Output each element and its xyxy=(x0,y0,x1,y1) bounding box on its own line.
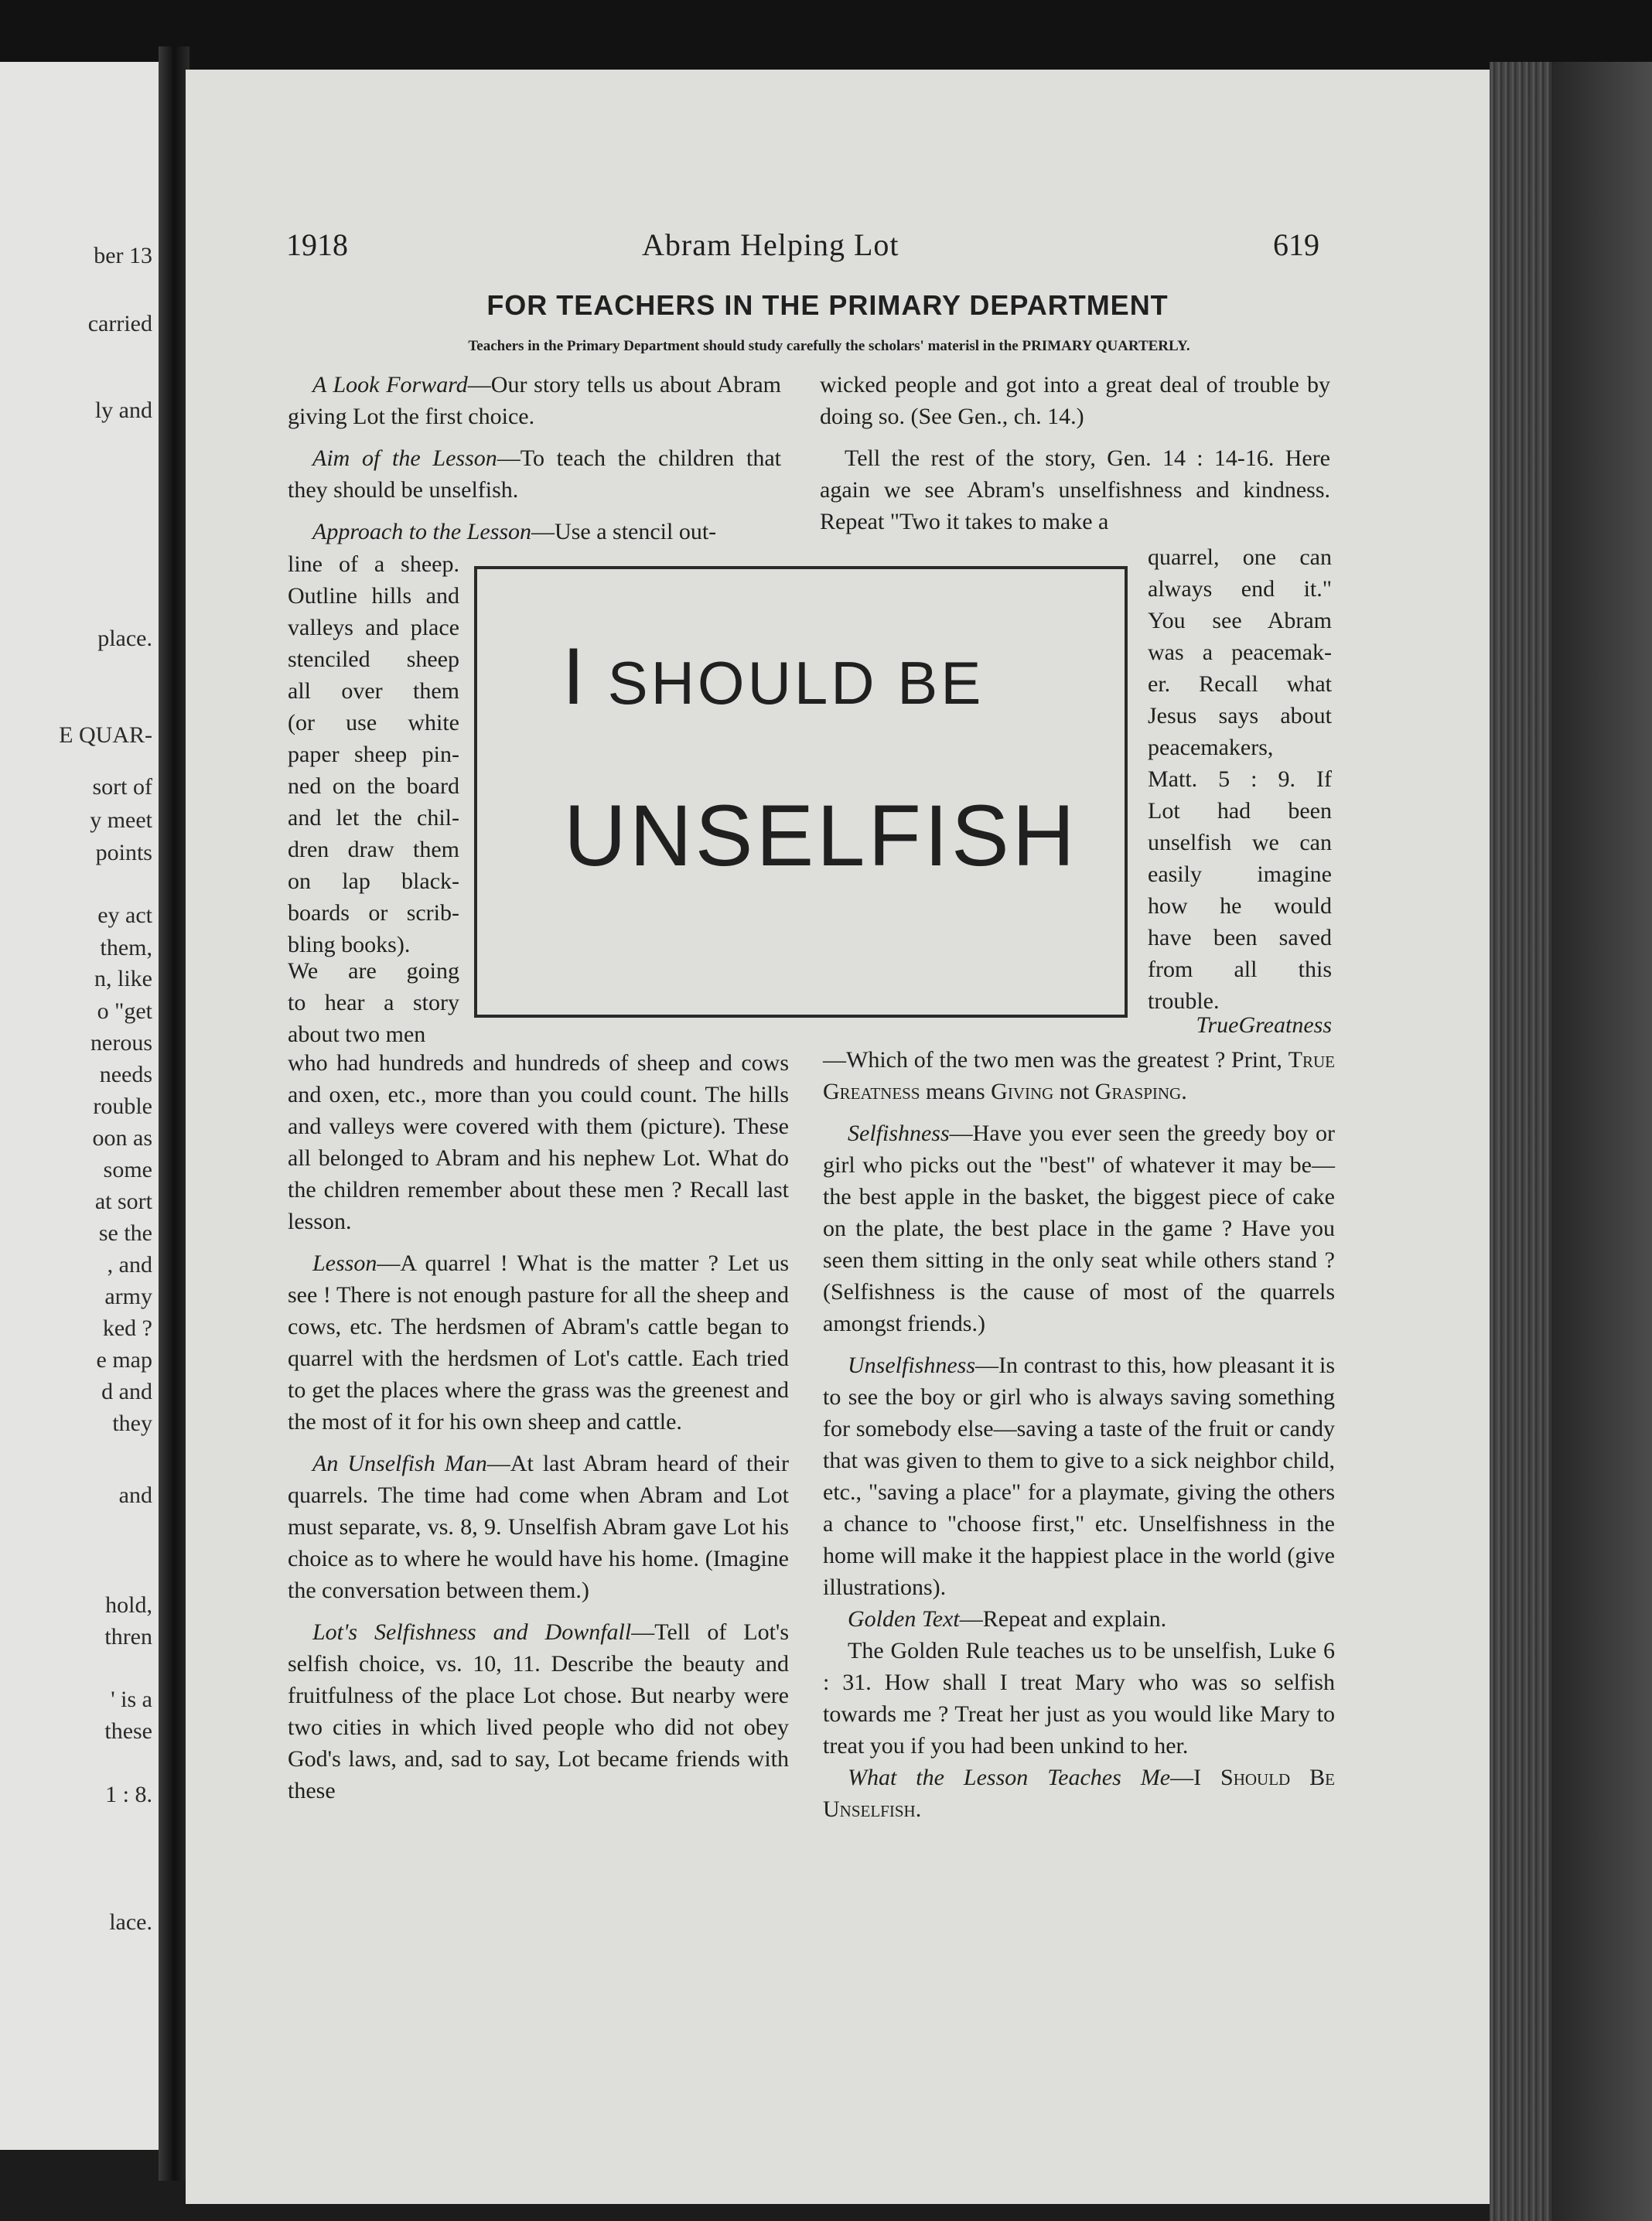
column-1-top xyxy=(288,369,781,548)
stencil-line-2: UNSELFISH xyxy=(564,787,1078,884)
paragraph-aim xyxy=(288,442,781,506)
left-page-fragment: points xyxy=(95,840,152,865)
left-page-fragment: some xyxy=(103,1157,152,1182)
label: A Look Forward xyxy=(312,372,468,397)
paragraph-true-greatness xyxy=(823,1044,1335,1107)
text: . xyxy=(915,1796,922,1822)
narrow-line: peacemakers, xyxy=(1148,735,1274,760)
scan-background-top xyxy=(0,0,1652,70)
left-page-fragment: ey act xyxy=(97,902,152,928)
text: —I xyxy=(1170,1765,1221,1790)
narrow-line: Matt. 5 : 9. If xyxy=(1148,766,1332,792)
text: —In contrast to this, how pleasant it is to see the boy or girl who is always saving something for somebody else—saving a taste of the fruit or candy that was given to them to give to a sick neighbor child, etc., "saving a place" for a playmate, giving the others a chance to "choose first," etc. Unselfishness in the home will make it the happiest place in the world (give illustrations). xyxy=(823,1353,1335,1600)
left-page-fragment: and xyxy=(118,1482,152,1508)
left-page-fragment: oon as xyxy=(92,1125,152,1151)
left-page-fragment: se the xyxy=(98,1220,152,1246)
narrow-line: have been saved xyxy=(1148,925,1332,950)
left-page-fragment: them, xyxy=(100,935,152,960)
narrow-line: Lot had been xyxy=(1148,798,1332,824)
narrow-line: ned on the board xyxy=(288,773,459,799)
left-page-fragment: , and xyxy=(107,1252,152,1278)
narrow-line: line of a sheep. xyxy=(288,551,459,577)
column-1-narrow xyxy=(288,548,459,960)
column-2-bottom xyxy=(823,1044,1335,1825)
text: True Greatness xyxy=(823,1047,1335,1104)
paragraph-wicked-people: wicked people and got into a great deal of trouble by doing so. (See Gen., ch. 14.) xyxy=(820,372,1330,429)
narrow-line: We are going xyxy=(288,958,459,984)
label: What the Lesson Teaches Me xyxy=(848,1765,1171,1790)
narrow-line: dren draw them xyxy=(288,837,459,862)
left-page-fragment: o "get xyxy=(97,998,152,1024)
paragraph-story: who had hundreds and hundreds of sheep and cows and oxen, etc., more than you could count. The hills and valleys were covered with them (picture). These all belonged to Abram and his nephew Lot. What do the children remember about these men ? Recall last lesson. xyxy=(288,1050,789,1234)
narrow-line: to hear a story xyxy=(288,990,459,1015)
narrow-line: paper sheep pin- xyxy=(288,742,459,767)
label: Golden Text xyxy=(848,1606,960,1632)
paragraph-unselfish-man xyxy=(288,1448,789,1606)
narrow-line: You see Abram xyxy=(1148,608,1332,633)
text: —Tell of Lot's selfish choice, vs. 10, 11. Describe the beauty and fruitfulness of the place Lot chose. But nearby were two cities in which lived people who did not obey God's laws, and, sad to say, Lot became friends with these xyxy=(288,1619,790,1803)
left-page-fragment: d and xyxy=(101,1379,152,1404)
column-2-narrow xyxy=(1148,541,1332,1017)
left-page-fragment: carried xyxy=(87,311,152,336)
narrow-line: was a peacemak- xyxy=(1148,640,1332,665)
label: Unselfishness xyxy=(848,1353,975,1378)
narrow-line: on lap black- xyxy=(288,868,459,894)
left-page-fragment: y meet xyxy=(90,807,152,833)
text: Should Be Unselfish xyxy=(823,1765,1336,1822)
text: —Have you ever seen the greedy boy or girl who picks out the "best" of whatever it may be—the best apple in the basket, the biggest piece of cake on the plate, the best place in the game ? Have you seen them sitting in the only seat while others stand ? (Selfishness is the cause of most of the quarrels amongst friends.) xyxy=(823,1121,1335,1336)
left-page-fragment: sort of xyxy=(92,774,152,800)
left-page-fragment: nerous xyxy=(90,1030,152,1056)
text: Grasping xyxy=(1094,1079,1182,1104)
narrow-line: boards or scrib- xyxy=(288,900,459,926)
stencil-illustration-box xyxy=(474,566,1128,1018)
left-page xyxy=(0,62,166,2150)
paragraph-rest-of-story: Tell the rest of the story, Gen. 14 : 14-16. Here again we see Abram's unselfishness and kindness. Repeat "Two it takes to make a xyxy=(820,445,1330,534)
book-gutter xyxy=(159,46,189,2181)
left-page-fragment: at sort xyxy=(94,1189,152,1214)
left-page-fragment: rouble xyxy=(93,1093,152,1119)
narrow-line: quarrel, one can xyxy=(1148,544,1332,570)
narrow-line: about two men xyxy=(288,1022,426,1047)
narrow-line: Outline hills and xyxy=(288,583,459,609)
narrow-line: all over them xyxy=(288,678,459,704)
paragraph-lots-selfishness xyxy=(288,1616,789,1806)
left-page-fragment: needs xyxy=(99,1062,152,1087)
header-year: 1918 xyxy=(286,227,348,262)
paragraph-approach xyxy=(288,516,781,548)
section-title: FOR TEACHERS IN THE PRIMARY DEPARTMENT xyxy=(486,289,1169,321)
narrow-line: easily imagine xyxy=(1148,861,1332,887)
left-page-fragment: place. xyxy=(97,626,152,651)
page-number: 619 xyxy=(1273,227,1319,262)
paragraph-lesson xyxy=(288,1247,789,1438)
narrow-line: Jesus says about xyxy=(1148,703,1332,728)
narrow-line: and let the chil- xyxy=(288,805,459,831)
narrow-line: (or use white xyxy=(288,710,459,735)
left-page-fragment: ly and xyxy=(94,397,152,423)
paragraph-look-forward xyxy=(288,369,781,432)
narrow-line: how he would xyxy=(1148,893,1332,919)
left-page-fragment: e map xyxy=(96,1347,152,1373)
left-page-fragment: they xyxy=(112,1411,152,1436)
label: An Unselfish Man xyxy=(312,1451,487,1476)
text: —Repeat and explain. xyxy=(959,1606,1167,1632)
text: . xyxy=(1181,1079,1187,1104)
text: —Which of the two men was the greatest ? Print, xyxy=(823,1047,1288,1073)
text: not xyxy=(1053,1079,1095,1104)
column-1-bottom xyxy=(288,1047,789,1806)
text: Giving xyxy=(991,1079,1054,1104)
narrow-line: stenciled sheep xyxy=(288,647,459,672)
label: Lot's Selfishness and Downfall xyxy=(312,1619,632,1645)
paragraph-golden-text xyxy=(823,1603,1335,1635)
paragraph-selfishness xyxy=(823,1117,1335,1339)
text: —Our story tells us about Abram giving Lot the first choice. xyxy=(288,372,781,429)
column-2-top xyxy=(820,369,1330,537)
text: —A quarrel ! What is the matter ? Let us see ! There is not enough pasture for all the sheep and cows, etc. The herdsmen of Abram's cattle began to quarrel with the herdsmen of Lot's cattle. Each tried to get the places where the grass was the greenest and the most of it for his own sheep and cattle. xyxy=(288,1250,789,1435)
left-page-fragment: ' is a xyxy=(111,1687,152,1712)
stencil-text: SHOULD BE xyxy=(587,649,985,717)
text: —To teach the children that they should be unselfish. xyxy=(288,445,781,503)
narrow-line: er. Recall what xyxy=(1148,671,1332,697)
left-page-fragment: ber 13 xyxy=(94,243,152,268)
left-page-fragment: army xyxy=(104,1284,152,1309)
narrow-line: trouble. xyxy=(1148,988,1220,1014)
text: —Use a stencil out- xyxy=(531,519,717,544)
left-page-fragment: lace. xyxy=(109,1909,152,1935)
true-greatness-label: TrueGreatness xyxy=(1196,1012,1332,1038)
left-page-fragment: these xyxy=(104,1718,152,1744)
section-subtitle: Teachers in the Primary Department should study carefully the scholars' materisl in the PRIMARY QUARTERLY. xyxy=(468,338,1190,354)
narrow-line: valleys and place xyxy=(288,615,459,640)
label: Selfishness xyxy=(848,1121,950,1146)
label: Approach to the Lesson xyxy=(312,519,532,544)
left-page-fragment: ked ? xyxy=(102,1315,152,1341)
narrow-line: bling books). xyxy=(288,932,411,957)
left-page-fragment: 1 : 8. xyxy=(105,1782,152,1807)
paragraph-lesson-teaches xyxy=(823,1762,1335,1825)
text: means xyxy=(920,1079,992,1104)
narrow-line: unselfish we can xyxy=(1148,830,1332,855)
running-title: Abram Helping Lot xyxy=(642,227,899,262)
narrow-line: from all this xyxy=(1148,957,1332,982)
page-edges xyxy=(1490,62,1652,2221)
label: Aim of the Lesson xyxy=(312,445,497,471)
stencil-initial: I xyxy=(562,632,588,722)
stencil-line-1 xyxy=(562,631,984,723)
left-page-fragment: thren xyxy=(104,1624,152,1650)
narrow-line: always end it." xyxy=(1148,576,1332,602)
paragraph-golden-rule: The Golden Rule teaches us to be unselfish, Luke 6 : 31. How shall I treat Mary who was so selfish towards me ? Treat her just as you would like Mary to treat you if you had been unkind to her. xyxy=(823,1638,1335,1759)
paragraph-unselfishness xyxy=(823,1349,1335,1603)
text: —At last Abram heard of their quarrels. The time had come when Abram and Lot must separate, vs. 8, 9. Unselfish Abram gave Lot his choice as to where he would have his home. (Imagine the conversation between them.) xyxy=(288,1451,789,1603)
left-page-fragment: n, like xyxy=(94,966,152,991)
label: Lesson xyxy=(312,1250,377,1276)
left-page-fragment: hold, xyxy=(105,1592,152,1618)
column-1-narrow-2 xyxy=(288,955,459,1050)
left-page-fragment: E QUAR- xyxy=(59,722,152,748)
